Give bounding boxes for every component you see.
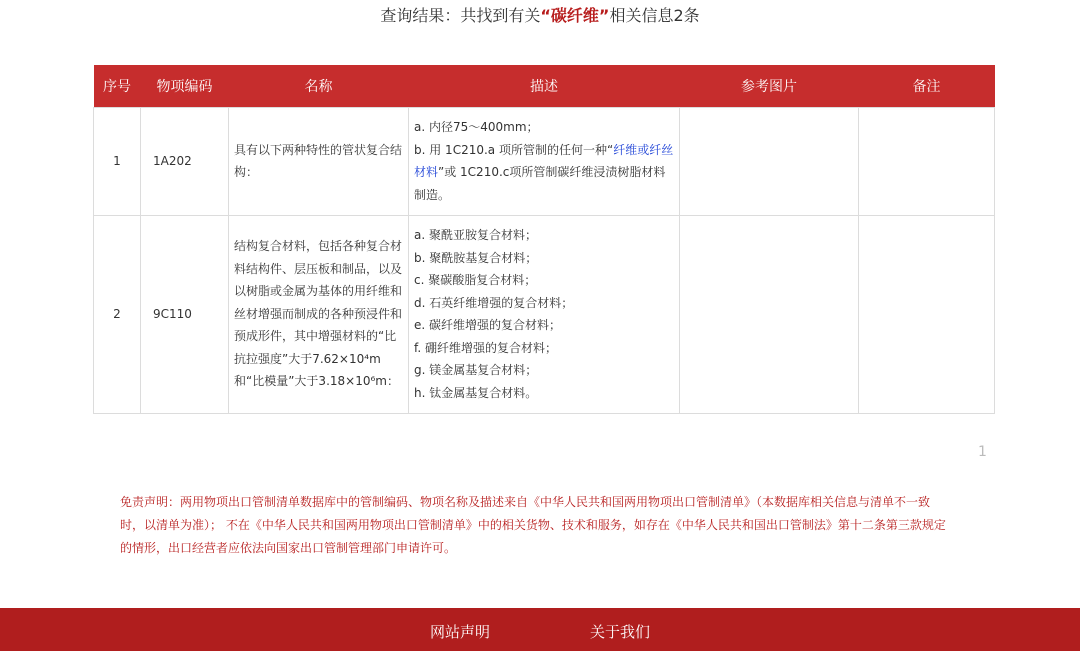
item-description xyxy=(409,107,680,215)
pagination-page-1[interactable]: 1 xyxy=(978,444,987,460)
reference-image-cell xyxy=(680,215,859,413)
description-line: c. 聚碳酸脂复合材料； xyxy=(414,273,537,287)
description-line: a. 内径75～400mm； xyxy=(414,120,539,134)
disclaimer-text: 免责声明：两用物项出口管制清单数据库中的管制编码、物项名称及描述来自《中华人民共和国两用物项出口管制清单》（本数据库相关信息与清单不一致时，以清单为准）； 不在《中华人民共和国两用物项出口管制清单》中的相关货物、技术和服务，如存在《中华人民共和国出口管制法》第十二条第三款规定的情形，出口经营者应依法向国家出口管制管理部门申请许可。 xyxy=(120,495,946,555)
reference-image-cell xyxy=(680,107,859,215)
table-row xyxy=(94,215,995,413)
table-row xyxy=(94,107,995,215)
col-header-note: 备注 xyxy=(859,65,995,107)
footer-link-site-statement[interactable]: 网站声明 xyxy=(430,623,491,641)
description-line: g. 镁金属基复合材料； xyxy=(414,363,538,377)
description-line: e. 碳纤维增强的复合材料； xyxy=(414,318,562,332)
result-summary-suffix: 相关信息2条 xyxy=(609,6,700,25)
description-line: f. 硼纤维增强的复合材料； xyxy=(414,340,557,355)
col-header-name: 名称 xyxy=(229,65,409,107)
footer-link-about-us[interactable]: 关于我们 xyxy=(590,623,651,641)
item-name: 结构复合材料，包括各种复合材料结构件、层压板和制品，以及以树脂或金属为基体的用纤维和丝材增强而制成的各种预浸件和预成形件，其中增强材料的“比抗拉强度”大于7.62×10⁴m和“比模量”大于3.18×10⁶m： xyxy=(229,215,409,413)
row-number: 1 xyxy=(94,107,141,215)
col-header-description: 描述 xyxy=(409,65,680,107)
description-line: d. 石英纤维增强的复合材料； xyxy=(414,295,574,310)
description-line: b. 聚酰胺基复合材料； xyxy=(414,250,538,265)
description-line xyxy=(414,139,674,207)
description-text: b. 用 1C210.a 项所管制的任何一种“ xyxy=(414,142,614,157)
footer-bar xyxy=(0,608,1080,651)
note-cell xyxy=(859,215,995,413)
col-header-code: 物项编码 xyxy=(141,65,229,107)
table-header-row xyxy=(94,65,995,107)
description-line: h. 钛金属基复合材料。 xyxy=(414,385,538,400)
col-header-no: 序号 xyxy=(94,65,141,107)
item-code: 1A202 xyxy=(141,107,229,215)
result-summary xyxy=(0,6,1080,26)
item-description xyxy=(409,215,680,413)
results-table xyxy=(93,65,995,414)
col-header-image: 参考图片 xyxy=(680,65,859,107)
result-summary-prefix: 查询结果：共找到有关 xyxy=(380,6,541,25)
search-keyword: “碳纤维” xyxy=(540,6,610,25)
note-cell xyxy=(859,107,995,215)
description-line: a. 聚酰亚胺复合材料； xyxy=(414,228,537,242)
item-code: 9C110 xyxy=(141,215,229,413)
item-name: 具有以下两种特性的管状复合结构： xyxy=(229,107,409,215)
fiber-material-link[interactable]: 纤维或纤丝材料 xyxy=(414,142,674,179)
description-text: ”或 1C210.c项所管制碳纤维浸渍树脂材料制造。 xyxy=(414,165,666,202)
row-number: 2 xyxy=(94,215,141,413)
